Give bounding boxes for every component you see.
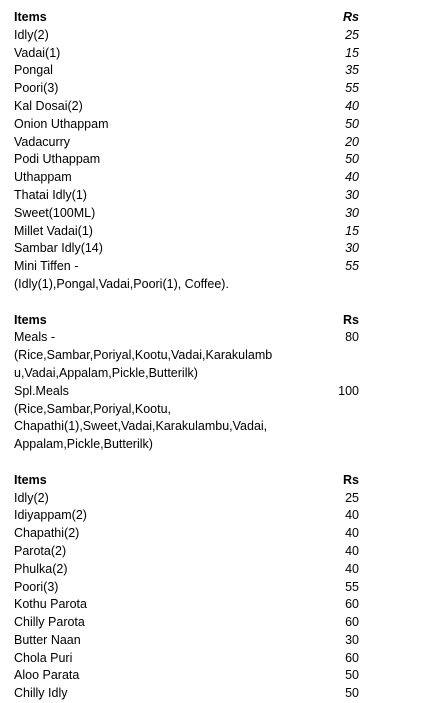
item-name: Phulka(2) [14,561,68,576]
item-name: Meals - [14,330,55,345]
item-name: Chilly Idly [14,686,68,701]
section-header [0,472,441,490]
item-name: Pongal [14,63,53,78]
item-name: Sambar Idly(14) [14,241,103,256]
item-price: 35 [345,63,359,78]
item-name: Poori(3) [14,81,59,96]
item-price: 40 [345,526,359,541]
item-price: 50 [345,152,359,167]
item-price: 40 [345,561,359,576]
item-description-text: u,Vadai,Appalam,Pickle,Butterilk) [14,365,198,380]
item-price: 40 [345,543,359,558]
menu-item [0,329,441,347]
item-description [0,276,441,294]
item-name: Idly(2) [14,490,49,505]
item-description [0,436,441,454]
section-spacer [0,454,441,472]
item-price: 40 [345,508,359,523]
menu-item [0,258,441,276]
menu-item [0,98,441,116]
item-name: Mini Tiffen - [14,259,79,274]
item-price: 80 [345,330,359,345]
menu-item [0,490,441,508]
item-name: Chilly Parota [14,615,85,630]
menu-item [0,187,441,205]
menu-item [0,223,441,241]
menu-item [0,205,441,223]
dinner-section [0,472,441,703]
item-name: Chola Puri [14,650,73,665]
menu-item [0,667,441,685]
item-price: 40 [345,98,359,113]
item-price: 15 [345,45,359,60]
menu-item [0,650,441,668]
menu-item [0,169,441,187]
item-name: Butter Naan [14,632,81,647]
menu-item [0,632,441,650]
item-price: 60 [345,615,359,630]
item-name: Parota(2) [14,543,67,558]
section-header [0,9,441,27]
menu-item [0,561,441,579]
item-name: Poori(3) [14,579,59,594]
menu-item [0,525,441,543]
item-name: Spl.Meals [14,383,69,398]
item-price: 30 [345,187,359,202]
item-name: Idiyappam(2) [14,508,87,523]
item-price: 30 [345,241,359,256]
menu-item [0,62,441,80]
meals-section [0,312,441,454]
item-description [0,347,441,365]
item-name: Uthappam [14,170,72,185]
item-name: Millet Vadai(1) [14,223,93,238]
item-description [0,401,441,419]
item-name: Idly(2) [14,27,49,42]
item-price: 55 [345,259,359,274]
menu-item [0,151,441,169]
item-price: 50 [345,668,359,683]
menu-item [0,240,441,258]
menu-item [0,596,441,614]
item-name: Thatai Idly(1) [14,187,87,202]
items-header: Items [14,10,47,24]
item-price: 20 [345,134,359,149]
item-name: Kal Dosai(2) [14,98,83,113]
item-price: 25 [345,490,359,505]
item-price: 30 [345,632,359,647]
item-description-text: Appalam,Pickle,Butterilk) [14,437,153,452]
item-price: 40 [345,170,359,185]
item-name: Vadacurry [14,134,71,149]
item-price: 60 [345,650,359,665]
tiffin-section [0,9,441,294]
item-price: 50 [345,686,359,701]
menu-item [0,614,441,632]
item-name: Chapathi(2) [14,526,80,541]
menu-item [0,27,441,45]
items-header: Items [14,472,47,487]
item-description-text: (Rice,Sambar,Poriyal,Kootu,Vadai,Karakulamb [14,348,273,363]
item-price: 15 [345,223,359,238]
menu-item [0,579,441,597]
item-description [0,365,441,383]
item-description-text: (Rice,Sambar,Poriyal,Kootu, [14,401,172,416]
item-price: 100 [338,383,359,398]
menu-item [0,45,441,63]
item-description-text: (Idly(1),Pongal,Vadai,Poori(1), Coffee). [14,276,229,291]
menu-item [0,685,441,703]
menu-item [0,383,441,401]
section-header [0,312,441,330]
section-spacer [0,294,441,312]
item-price: 55 [345,579,359,594]
item-name: Aloo Parata [14,668,80,683]
item-description [0,418,441,436]
item-price: 50 [345,116,359,131]
menu-item [0,116,441,134]
price-header: Rs [343,10,359,24]
price-header: Rs [343,472,359,487]
item-name: Podi Uthappam [14,152,101,167]
menu-item [0,507,441,525]
menu-item [0,80,441,98]
item-price: 25 [345,27,359,42]
item-description-text: Chapathi(1),Sweet,Vadai,Karakulambu,Vadai, [14,419,268,434]
item-name: Onion Uthappam [14,116,109,131]
menu-item [0,134,441,152]
item-price: 60 [345,597,359,612]
price-header: Rs [343,312,359,327]
items-header: Items [14,312,47,327]
item-price: 55 [345,81,359,96]
menu-item [0,543,441,561]
item-name: Vadai(1) [14,45,61,60]
item-name: Sweet(100ML) [14,205,96,220]
item-name: Kothu Parota [14,597,87,612]
item-price: 30 [345,205,359,220]
